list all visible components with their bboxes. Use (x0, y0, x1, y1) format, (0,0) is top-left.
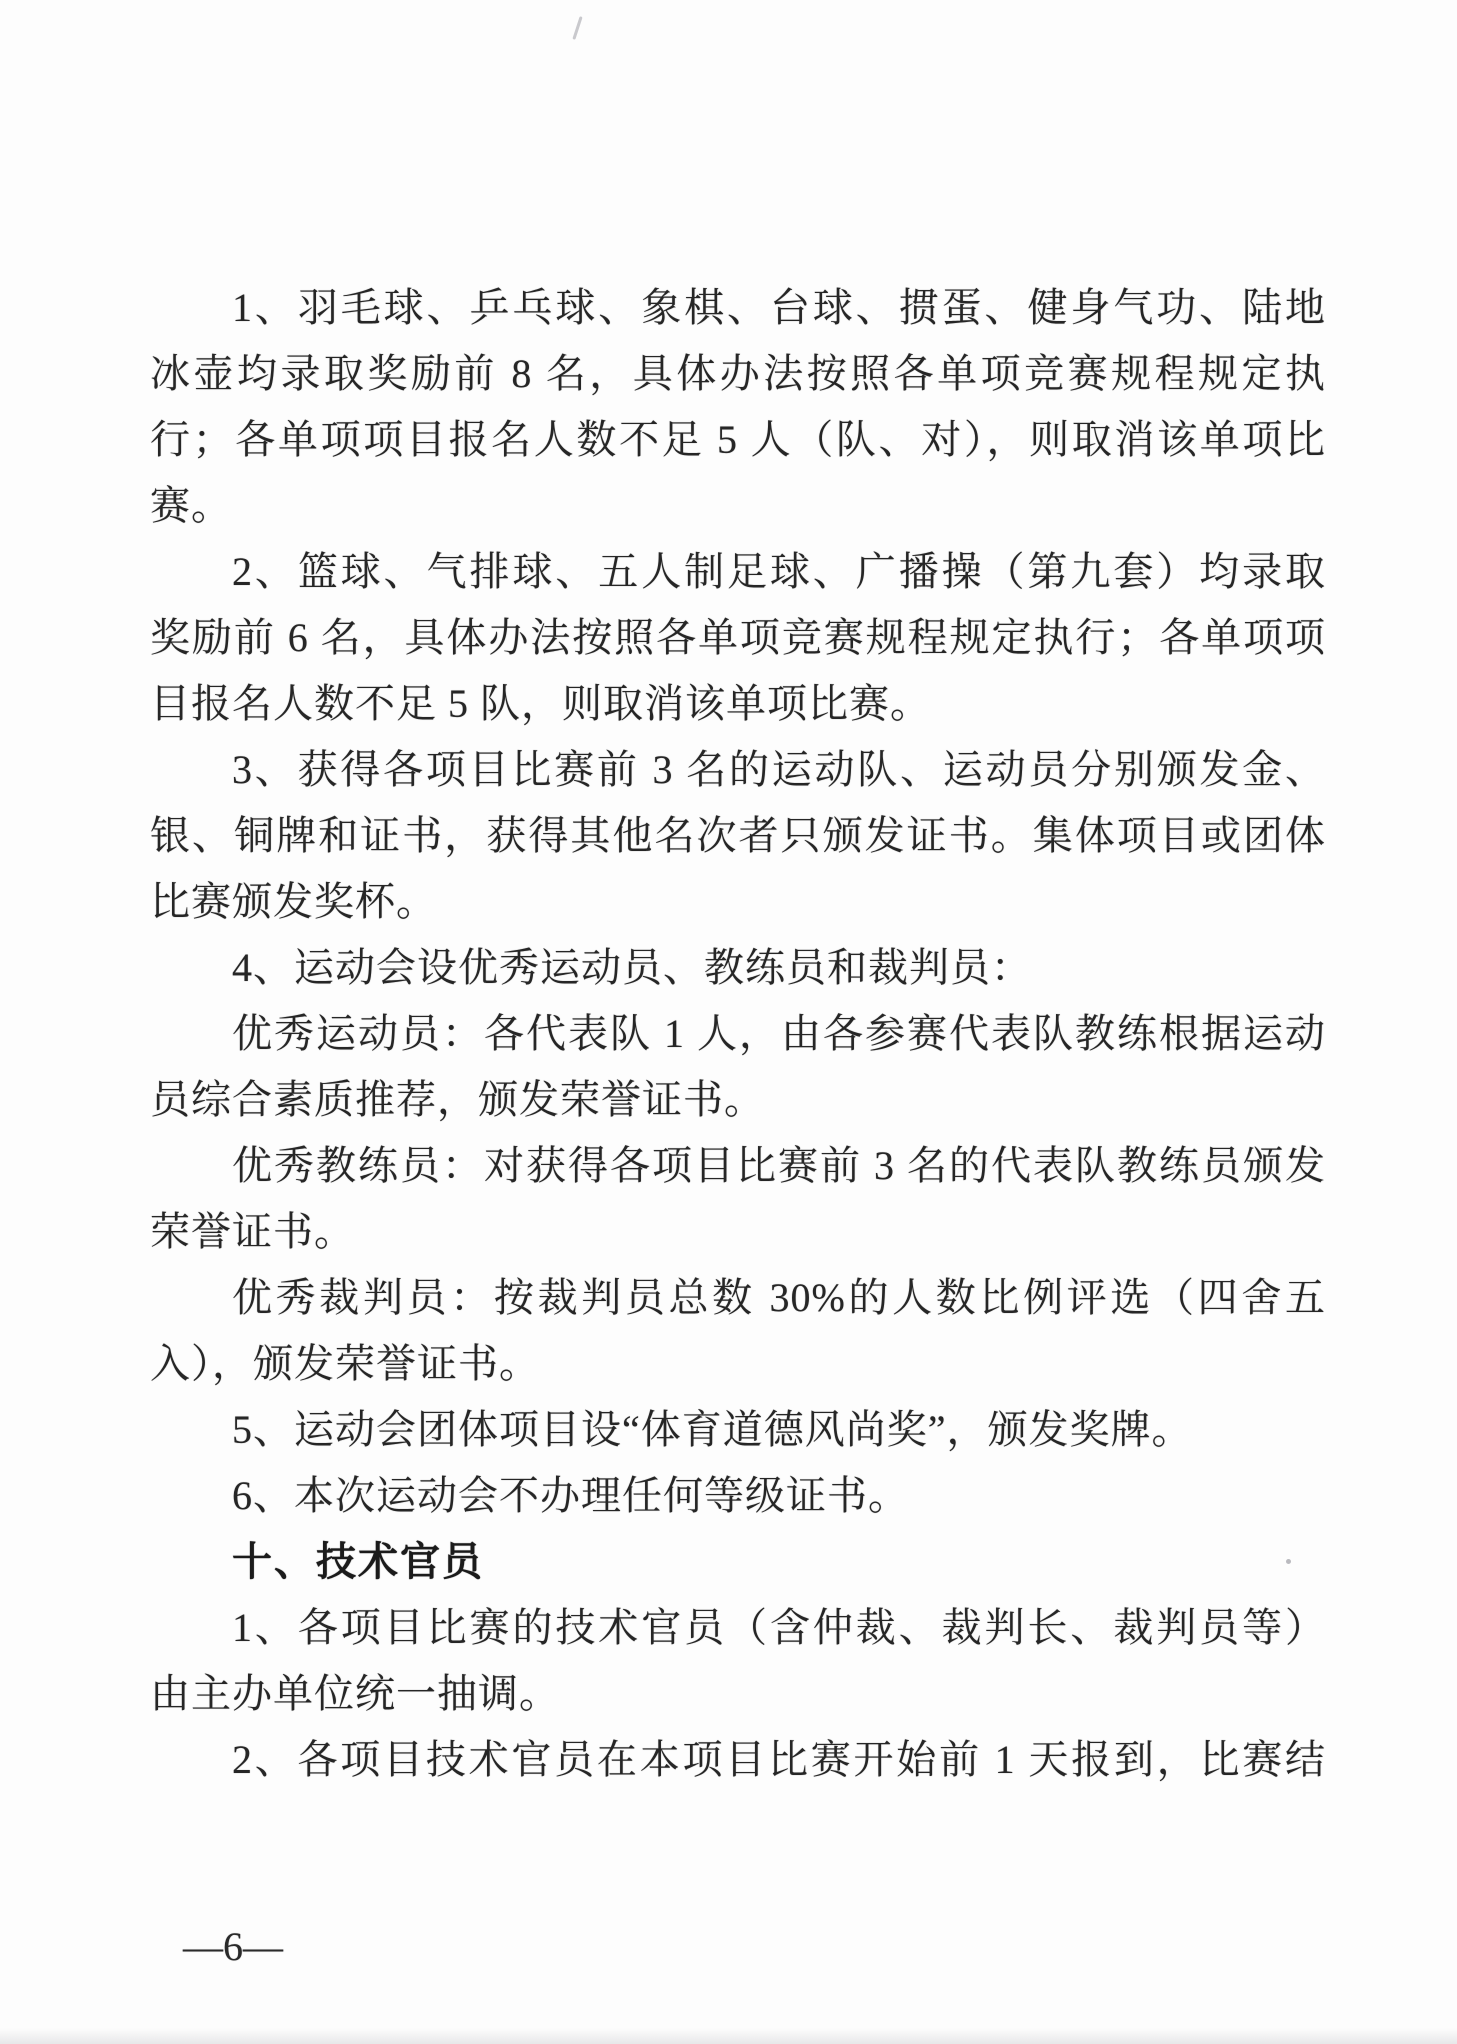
text-line: 4、运动会设优秀运动员、教练员和裁判员： (232, 945, 1032, 990)
text-line: 冰壶均录取奖励前 8 名，具体办法按照各单项竞赛规程规定执 (150, 351, 1326, 396)
text-line: 2、篮球、气排球、五人制足球、广播操（第九套）均录取 (232, 549, 1326, 594)
text-line: 奖励前 6 名，具体办法按照各单项竞赛规程规定执行；各单项项 (150, 615, 1326, 660)
text-line: 比赛颁发奖杯。 (150, 879, 437, 924)
page-number: —6— (183, 1924, 283, 1969)
text-line: 银、铜牌和证书，获得其他名次者只颁发证书。集体项目或团体 (150, 813, 1326, 858)
text-line: 荣誉证书。 (150, 1209, 355, 1254)
text-line: 2、各项目技术官员在本项目比赛开始前 1 天报到，比赛结 (232, 1737, 1326, 1782)
text-line: 3、获得各项目比赛前 3 名的运动队、运动员分别颁发金、 (232, 747, 1326, 792)
text-line: 由主办单位统一抽调。 (150, 1671, 560, 1716)
text-line: 1、羽毛球、乒乓球、象棋、台球、掼蛋、健身气功、陆地 (232, 285, 1326, 330)
text-line: 行；各单项项目报名人数不足 5 人（队、对），则取消该单项比 (150, 417, 1326, 462)
text-line: 优秀裁判员：按裁判员总数 30%的人数比例评选（四舍五 (232, 1275, 1326, 1320)
scan-artifact-slash (572, 16, 582, 40)
document-body (150, 275, 1326, 1793)
text-line: 员综合素质推荐，颁发荣誉证书。 (150, 1077, 765, 1122)
text-line: 入），颁发荣誉证书。 (150, 1341, 540, 1386)
text-line: 赛。 (150, 483, 232, 528)
text-line: 6、本次运动会不办理任何等级证书。 (232, 1473, 909, 1518)
text-line: 优秀教练员：对获得各项目比赛前 3 名的代表队教练员颁发 (232, 1143, 1326, 1188)
text-line: 目报名人数不足 5 队，则取消该单项比赛。 (150, 681, 931, 726)
text-line: 1、各项目比赛的技术官员（含仲裁、裁判长、裁判员等） (232, 1605, 1326, 1650)
text-line: 优秀运动员：各代表队 1 人，由各参赛代表队教练根据运动 (232, 1011, 1326, 1056)
text-line: 5、运动会团体项目设“体育道德风尚奖”，颁发奖牌。 (232, 1407, 1193, 1452)
section-heading: 十、技术官员 (232, 1540, 484, 1584)
